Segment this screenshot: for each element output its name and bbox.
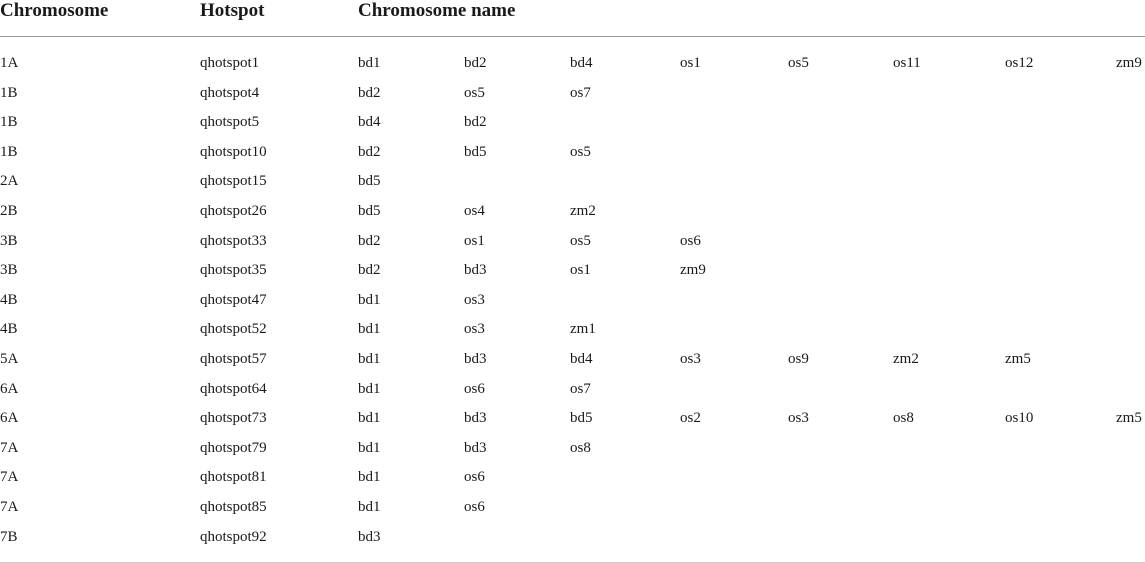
cell-hotspot: qhotspot57	[200, 350, 267, 367]
cell-chromosome: 5A	[0, 350, 19, 367]
cell-chromosome: 6A	[0, 410, 19, 427]
cell-chromosome-name: os12	[1005, 55, 1034, 71]
cell-chromosome-name: os3	[788, 410, 809, 427]
cell-chromosome-name: bd2	[358, 84, 381, 101]
cell-chromosome-name: bd5	[570, 410, 593, 427]
cell-chromosome: 1B	[0, 114, 18, 131]
cell-chromosome-name: bd3	[464, 262, 487, 279]
header-hotspot: Hotspot	[200, 0, 265, 21]
cell-chromosome: 6A	[0, 380, 19, 397]
cell-chromosome-name: os10	[1005, 410, 1034, 427]
cell-hotspot: qhotspot92	[200, 528, 267, 545]
table-row	[0, 286, 1145, 316]
table-row	[0, 493, 1145, 523]
cell-hotspot: qhotspot1	[200, 55, 260, 71]
cell-chromosome-name: bd1	[358, 498, 381, 515]
cell-chromosome-name: os3	[464, 291, 485, 308]
cell-hotspot: qhotspot4	[200, 84, 260, 101]
cell-chromosome-name: bd1	[358, 350, 381, 367]
table-row	[0, 375, 1145, 405]
cell-chromosome: 1B	[0, 143, 18, 160]
cell-chromosome-name: os6	[464, 469, 485, 486]
table-body	[0, 49, 1145, 552]
table-row	[0, 434, 1145, 464]
cell-chromosome-name: bd2	[464, 55, 487, 71]
cell-chromosome-name: os8	[893, 410, 914, 427]
cell-chromosome-name: os7	[570, 84, 591, 101]
cell-chromosome-name: zm2	[570, 202, 596, 219]
table-row	[0, 345, 1145, 375]
cell-chromosome-name: bd5	[358, 173, 381, 190]
cell-chromosome-name: bd4	[358, 114, 381, 131]
cell-chromosome: 7A	[0, 469, 19, 486]
table-row	[0, 167, 1145, 197]
cell-chromosome-name: bd1	[358, 291, 381, 308]
cell-chromosome-name: os5	[464, 84, 485, 101]
cell-chromosome-name: bd2	[358, 232, 381, 249]
cell-hotspot: qhotspot85	[200, 498, 267, 515]
cell-chromosome-name: zm5	[1005, 350, 1031, 367]
cell-chromosome: 1A	[0, 55, 19, 71]
cell-hotspot: qhotspot15	[200, 173, 267, 190]
cell-chromosome-name: bd3	[464, 350, 487, 367]
cell-chromosome-name: os6	[464, 498, 485, 515]
cell-chromosome-name: os1	[464, 232, 485, 249]
cell-hotspot: qhotspot81	[200, 469, 267, 486]
cell-chromosome-name: os7	[570, 380, 591, 397]
cell-chromosome-name: zm1	[570, 321, 596, 338]
cell-chromosome-name: os3	[464, 321, 485, 338]
cell-chromosome: 2A	[0, 173, 19, 190]
cell-chromosome-name: zm2	[893, 350, 919, 367]
cell-chromosome-name: bd1	[358, 380, 381, 397]
cell-chromosome-name: os5	[570, 232, 591, 249]
cell-hotspot: qhotspot26	[200, 202, 267, 219]
table-row	[0, 108, 1145, 138]
cell-chromosome: 7A	[0, 498, 19, 515]
cell-chromosome-name: bd2	[464, 114, 487, 131]
table-row	[0, 404, 1145, 434]
cell-chromosome-name: os11	[893, 55, 921, 71]
cell-hotspot: qhotspot79	[200, 439, 267, 456]
table-header	[0, 0, 1145, 37]
header-chromosome: Chromosome	[0, 0, 109, 21]
table-row	[0, 197, 1145, 227]
cell-chromosome: 1B	[0, 84, 18, 101]
table-row	[0, 227, 1145, 257]
cell-chromosome-name: os3	[680, 350, 701, 367]
cell-chromosome-name: bd4	[570, 55, 593, 71]
cell-chromosome: 3B	[0, 232, 18, 249]
cell-hotspot: qhotspot35	[200, 262, 267, 279]
cell-chromosome: 4B	[0, 321, 18, 338]
cell-hotspot: qhotspot10	[200, 143, 267, 160]
cell-chromosome-name: bd1	[358, 469, 381, 486]
cell-chromosome: 2B	[0, 202, 18, 219]
cell-chromosome-name: os4	[464, 202, 485, 219]
cell-chromosome-name: os1	[570, 262, 591, 279]
cell-hotspot: qhotspot47	[200, 291, 267, 308]
cell-chromosome: 3B	[0, 262, 18, 279]
table-row	[0, 315, 1145, 345]
cell-chromosome-name: bd1	[358, 321, 381, 338]
cell-hotspot: qhotspot64	[200, 380, 267, 397]
table-row	[0, 79, 1145, 109]
cell-chromosome-name: zm9	[1116, 55, 1142, 71]
cell-chromosome-name: bd5	[464, 143, 487, 160]
cell-chromosome-name: bd4	[570, 350, 593, 367]
cell-hotspot: qhotspot52	[200, 321, 267, 338]
cell-chromosome-name: bd3	[358, 528, 381, 545]
cell-hotspot: qhotspot73	[200, 410, 267, 427]
cell-chromosome-name: os9	[788, 350, 809, 367]
cell-chromosome-name: bd3	[464, 439, 487, 456]
cell-hotspot: qhotspot33	[200, 232, 267, 249]
cell-chromosome-name: bd1	[358, 439, 381, 456]
header-chromosome-name: Chromosome name	[358, 0, 516, 21]
cell-chromosome: 7A	[0, 439, 19, 456]
cell-chromosome-name: os2	[680, 410, 701, 427]
cell-chromosome-name: bd1	[358, 410, 381, 427]
cell-chromosome-name: bd2	[358, 262, 381, 279]
cell-chromosome-name: os6	[464, 380, 485, 397]
cell-chromosome-name: bd2	[358, 143, 381, 160]
table-row	[0, 256, 1145, 286]
cell-chromosome-name: zm5	[1116, 410, 1142, 427]
table-row	[0, 523, 1145, 553]
cell-chromosome-name: os1	[680, 55, 701, 71]
cell-chromosome-name: os8	[570, 439, 591, 456]
cell-chromosome-name: os6	[680, 232, 701, 249]
table-row	[0, 463, 1145, 493]
cell-chromosome-name: os5	[570, 143, 591, 160]
cell-chromosome: 4B	[0, 291, 18, 308]
cell-chromosome-name: zm9	[680, 262, 706, 279]
table-row	[0, 49, 1145, 79]
cell-chromosome: 7B	[0, 528, 18, 545]
cell-chromosome-name: bd5	[358, 202, 381, 219]
cell-chromosome-name: os5	[788, 55, 809, 71]
cell-chromosome-name: bd1	[358, 55, 381, 71]
cell-chromosome-name: bd3	[464, 410, 487, 427]
cell-hotspot: qhotspot5	[200, 114, 260, 131]
table-row	[0, 138, 1145, 168]
